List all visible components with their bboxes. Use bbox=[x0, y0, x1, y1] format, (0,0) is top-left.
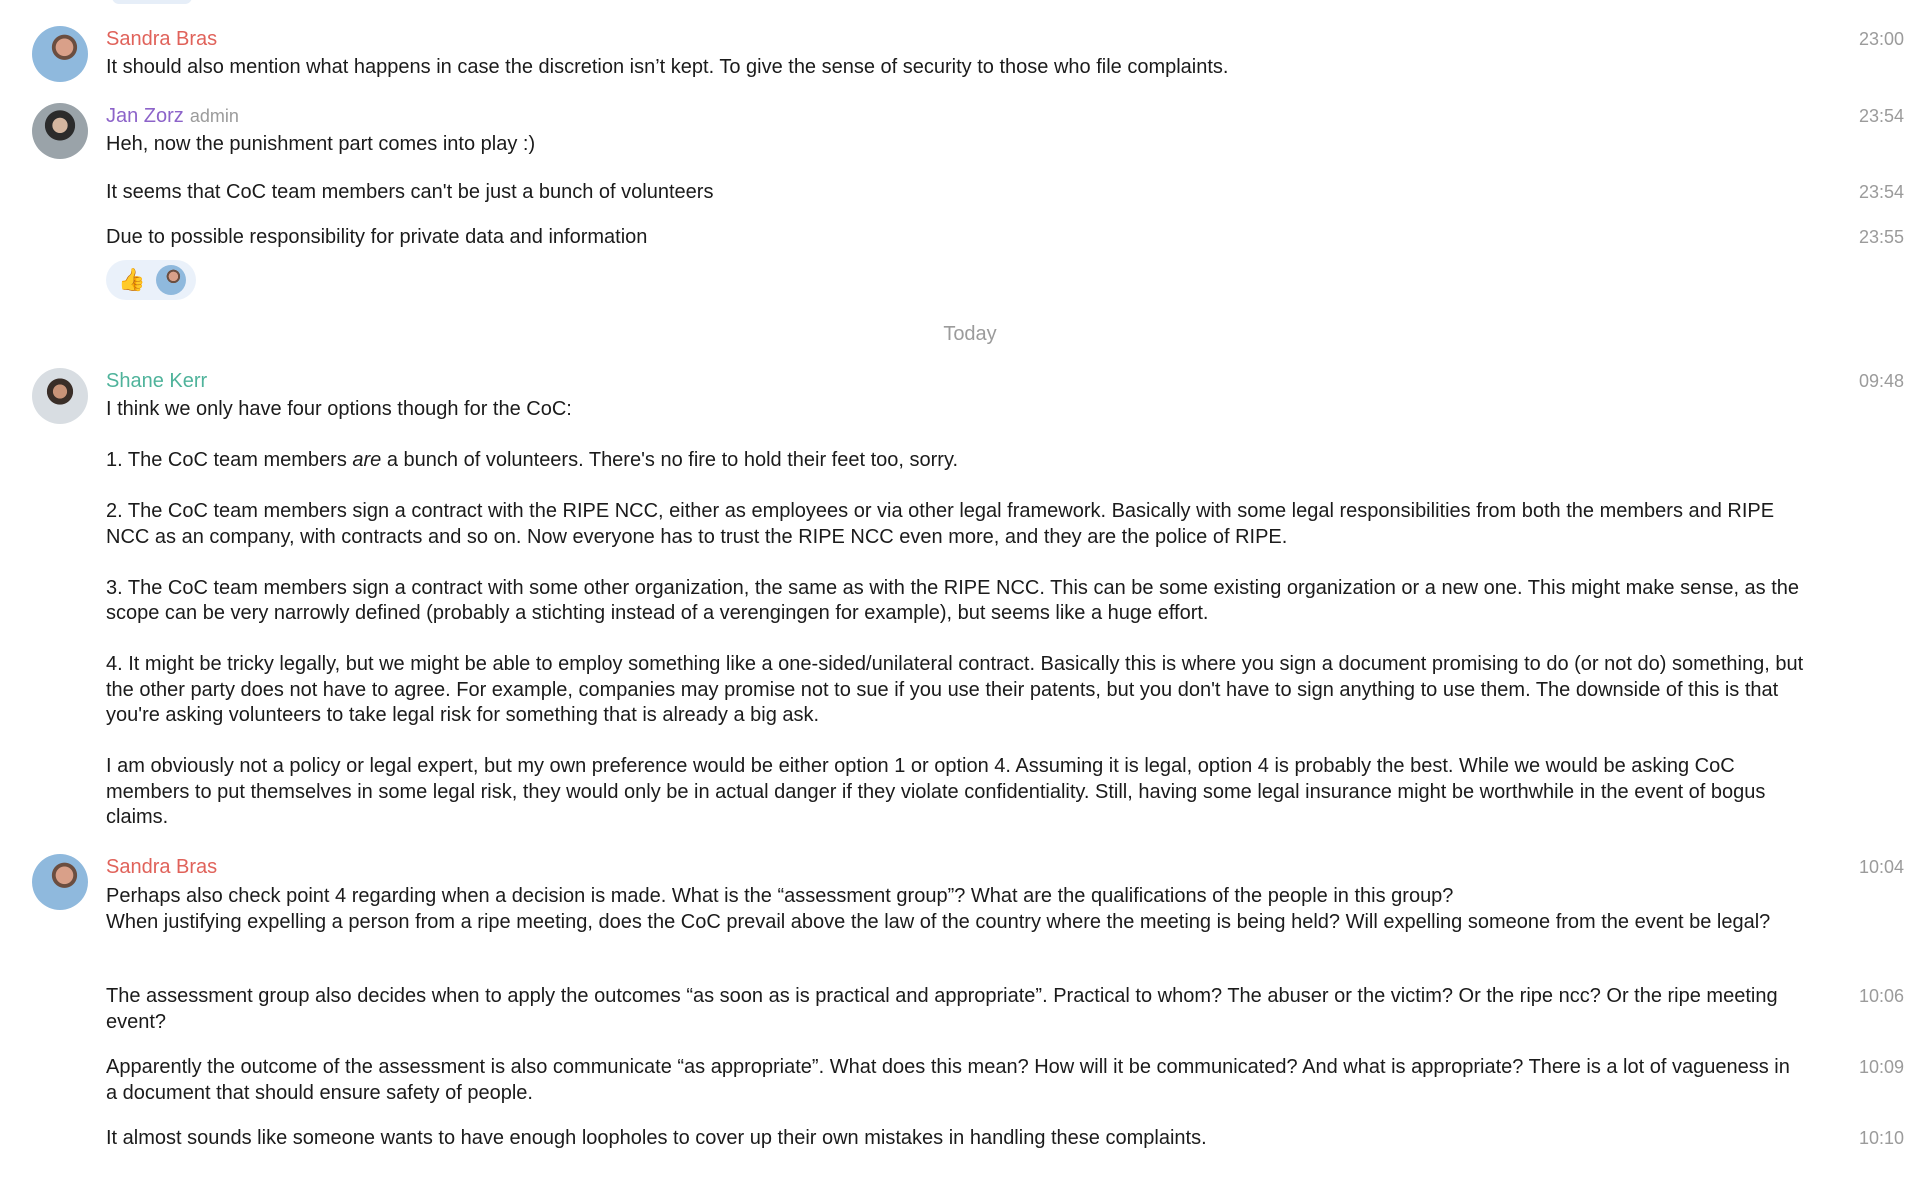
message-text bbox=[106, 884, 1806, 935]
sender-name[interactable]: Sandra Bras bbox=[106, 856, 218, 878]
message-time: 23:54 bbox=[1858, 182, 1904, 202]
message-text: It seems that CoC team members can't be just a bunch of volunteers bbox=[106, 181, 714, 203]
message-time: 23:55 bbox=[1858, 227, 1904, 247]
emphasis-text: are bbox=[352, 449, 382, 471]
text-run: 1. The CoC team members bbox=[106, 449, 353, 471]
avatar[interactable] bbox=[32, 854, 88, 910]
previous-reaction-stub bbox=[112, 0, 192, 4]
message-paragraph: 2. The CoC team members sign a contract with the RIPE NCC, either as employees or via other legal framework. Basically with some legal responsibilities from both the members and RIPE NCC as an company, with contracts and so on. Now everyone has to trust the RIPE NCC even more, and they are the police of RIPE. bbox=[106, 500, 1775, 548]
sender-name[interactable] bbox=[106, 104, 239, 128]
message-paragraph: 4. It might be tricky legally, but we might be able to employ something like a one-sided/unilateral contract. Basically this is where you sign a document promising to do (or not do) something, but the other party does not have to agree. For example, companies may promise not to sue if you use their patents, but you don't have to sign anything to use them. The downside of this is that you're asking volunteers to take legal risk for something that is already a big ask. bbox=[106, 653, 1804, 726]
message-paragraph bbox=[106, 448, 1806, 474]
message-paragraph: 3. The CoC team members sign a contract with some other organization, the same as with the RIPE NCC. This can be some existing organization or a new one. This might make sense, as the scope can be very narrowly defined (probably a stichting instead of a verengingen for example), but seems like a huge effort. bbox=[106, 576, 1800, 624]
message-text bbox=[106, 397, 1806, 831]
message-text: Heh, now the punishment part comes into play :) bbox=[106, 133, 536, 155]
sender-name[interactable]: Shane Kerr bbox=[106, 370, 208, 392]
message-time: 23:54 bbox=[1858, 106, 1904, 126]
sender-name[interactable]: Sandra Bras bbox=[106, 28, 218, 50]
message-text: The assessment group also decides when to apply the outcomes “as soon as is practical and appropriate”. Practical to whom? The abuser or the victim? Or the ripe ncc? Or the ripe meeting event? bbox=[106, 985, 1778, 1033]
message-text: It should also mention what happens in case the discretion isn’t kept. To give the sense of security to those who file complaints. bbox=[106, 56, 1229, 78]
message-time: 23:00 bbox=[1858, 29, 1904, 49]
message-time: 10:06 bbox=[1858, 986, 1904, 1006]
message-line: When justifying expelling a person from a ripe meeting, does the CoC prevail above the law of the country where the meeting is being held? Will expelling someone from the event be legal? bbox=[106, 910, 1771, 933]
message-time: 10:09 bbox=[1858, 1057, 1904, 1077]
reaction-pill[interactable] bbox=[106, 260, 196, 300]
reactor-avatar bbox=[156, 265, 186, 295]
text-run: a bunch of volunteers. There's no fire to hold their feet too, sorry. bbox=[381, 449, 959, 471]
message-paragraph: I think we only have four options though for the CoC: bbox=[106, 398, 572, 420]
message-time: 10:04 bbox=[1858, 857, 1904, 877]
message-text: It almost sounds like someone wants to have enough loopholes to cover up their own mistakes in handling these complaints. bbox=[106, 1127, 1207, 1149]
message-line: Perhaps also check point 4 regarding when a decision is made. What is the “assessment group”? What are the qualifications of the people in this group? bbox=[106, 885, 1454, 907]
message-time: 10:10 bbox=[1858, 1128, 1904, 1148]
admin-badge: admin bbox=[189, 106, 239, 126]
thumbs-up-icon: 👍 bbox=[118, 267, 146, 292]
date-divider: Today bbox=[943, 323, 997, 345]
message-time: 09:48 bbox=[1858, 371, 1904, 391]
message-text: Due to possible responsibility for private data and information bbox=[106, 226, 648, 248]
sender-name-text[interactable]: Jan Zorz bbox=[106, 105, 184, 127]
message-text: Apparently the outcome of the assessment is also communicate “as appropriate”. What does this mean? How will it be communicated? And what is appropriate? There is a lot of vagueness in a document that should ensure safety of people. bbox=[106, 1056, 1790, 1104]
message-paragraph: I am obviously not a policy or legal expert, but my own preference would be either option 1 or option 4. Assuming it is legal, option 4 is probably the best. While we would be asking CoC members to put themselves in some legal risk, they would only be in actual danger if they violate confidentiality. Still, having some legal insurance might be worthwhile in the event of bogus claims. bbox=[106, 755, 1766, 828]
avatar[interactable] bbox=[32, 103, 88, 159]
avatar[interactable] bbox=[32, 368, 88, 424]
avatar[interactable] bbox=[32, 26, 88, 82]
